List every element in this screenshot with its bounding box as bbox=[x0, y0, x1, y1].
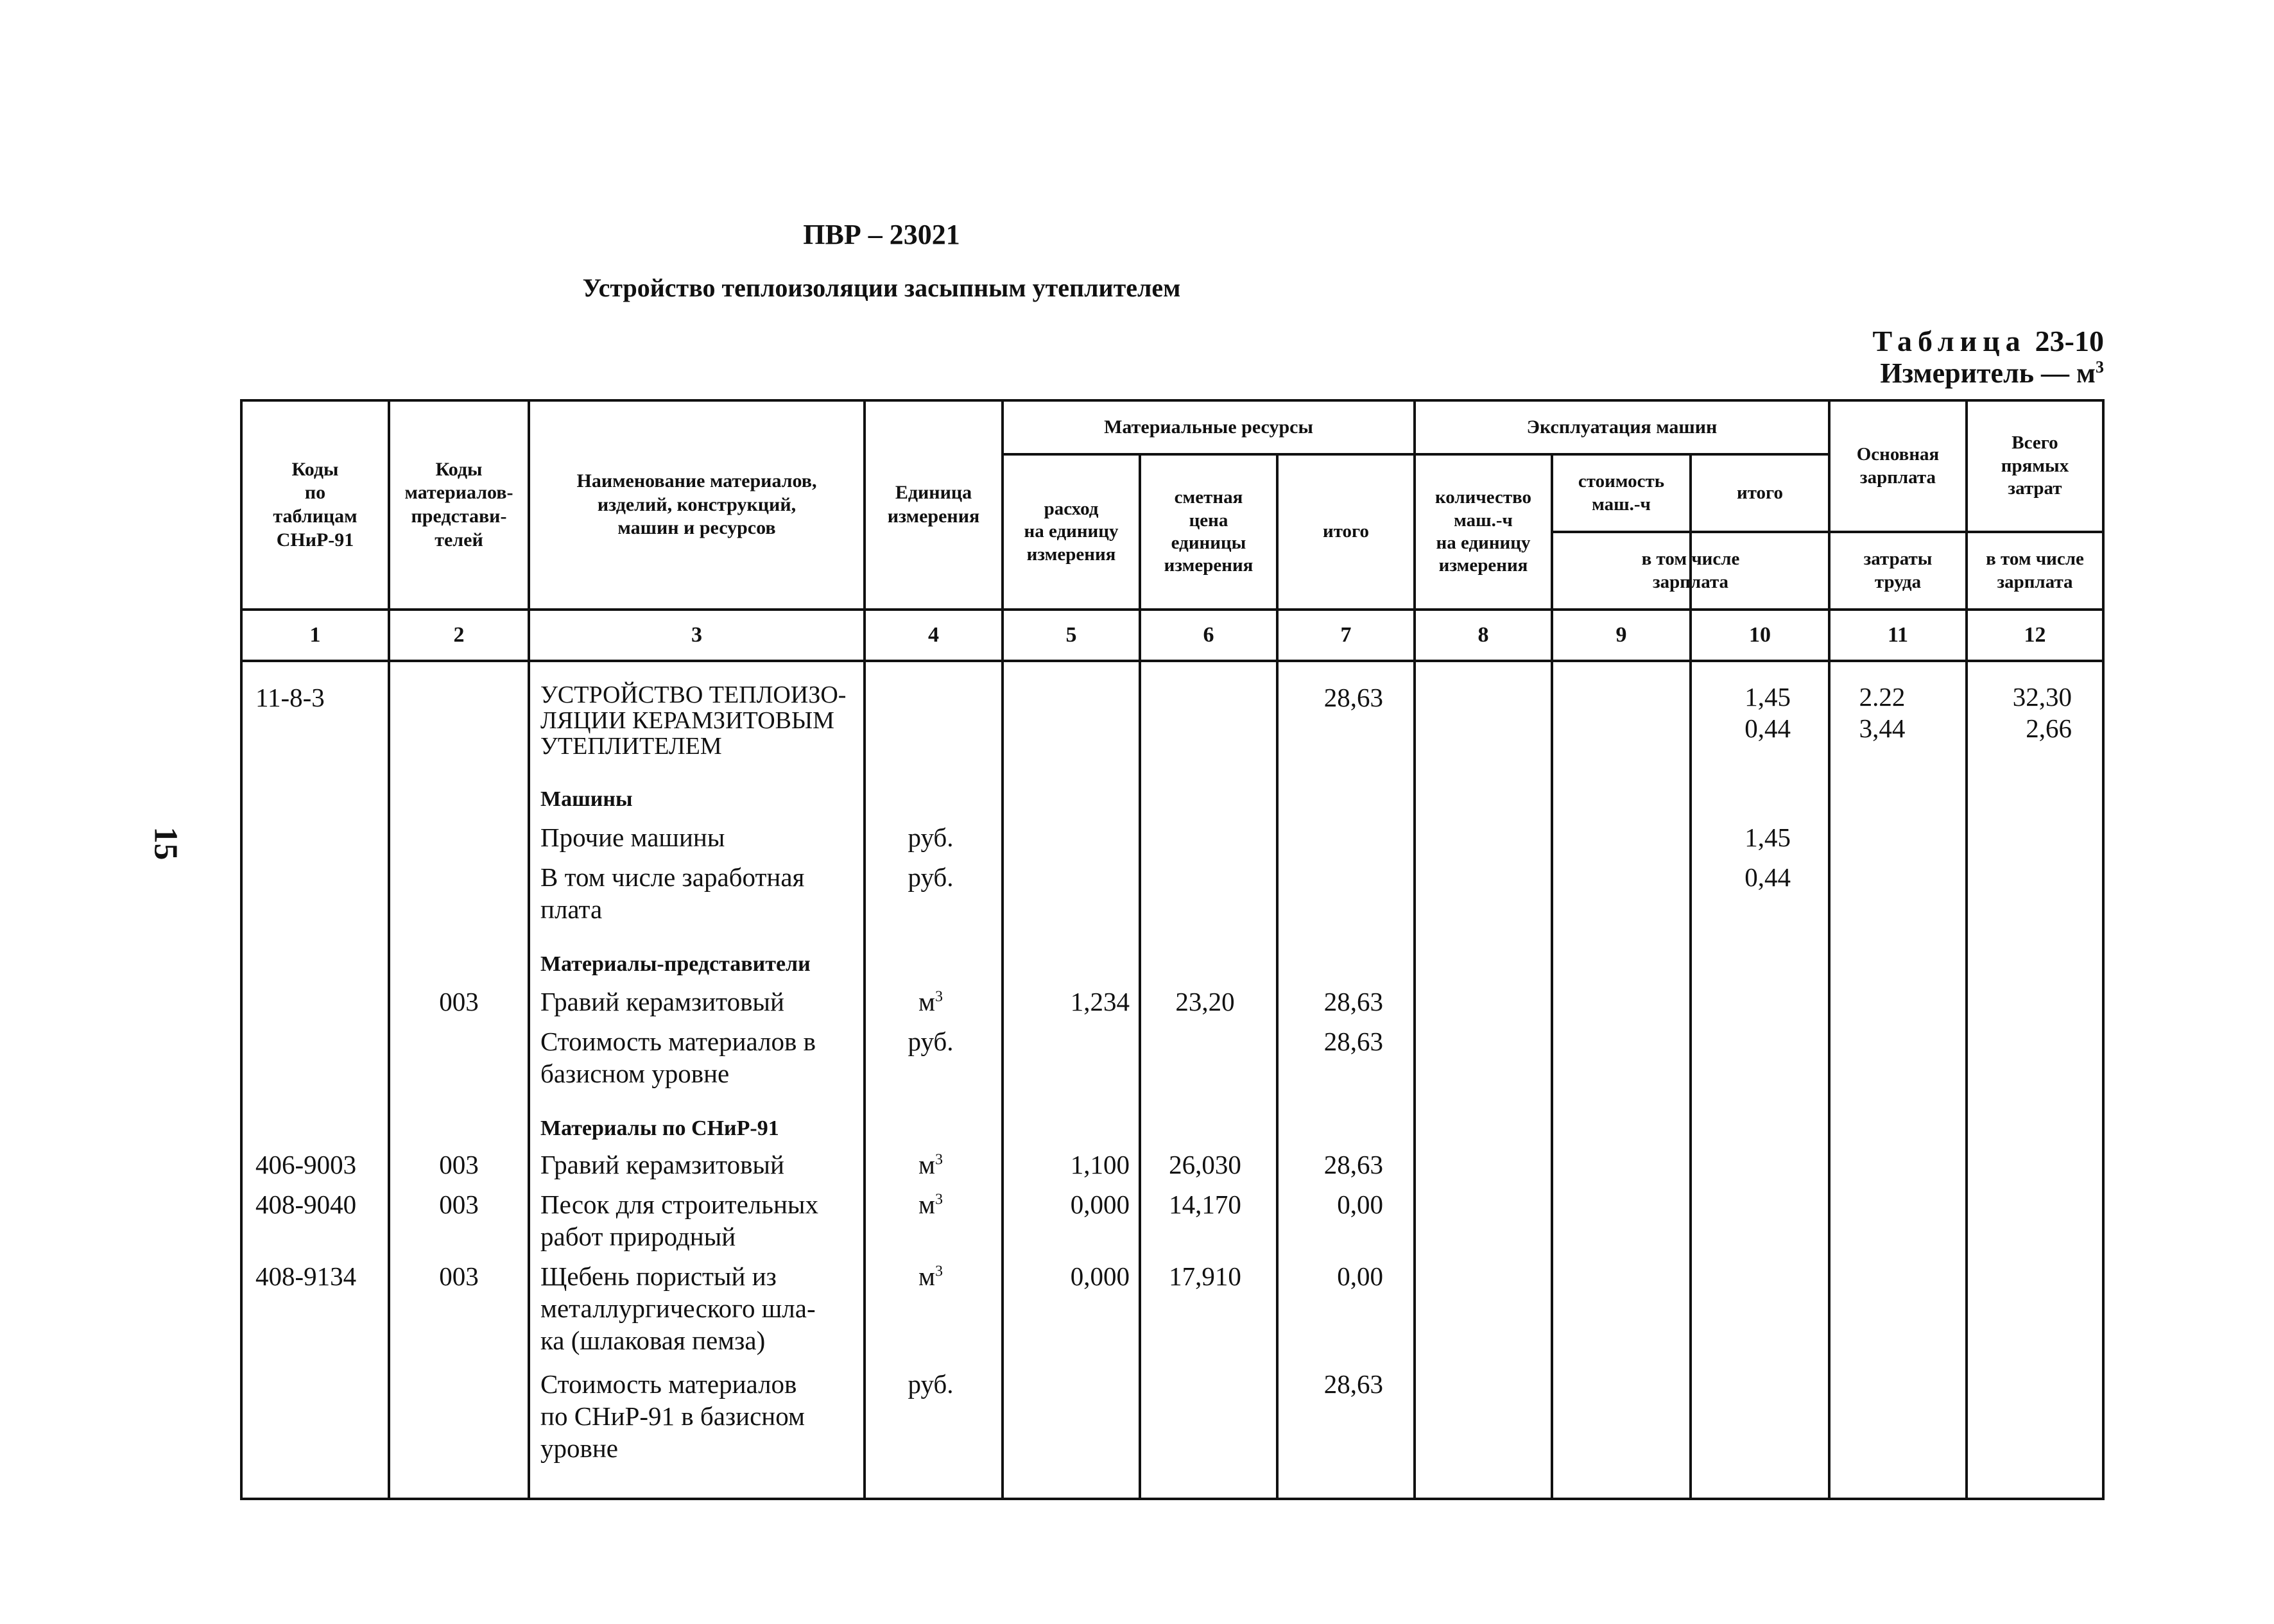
page-number: 15 bbox=[147, 826, 184, 860]
col-number: 9 bbox=[1615, 623, 1627, 647]
row-materials-total: 0,00 bbox=[1337, 1261, 1383, 1291]
col-number: 2 bbox=[453, 623, 465, 647]
row-unit-price: 14,170 bbox=[1169, 1190, 1241, 1219]
row-name: Стоимость материалов в базисном уровне bbox=[540, 1027, 816, 1089]
section-heading: Машины bbox=[540, 787, 633, 811]
row-materials-total: 0,00 bbox=[1337, 1190, 1383, 1219]
col-number: 4 bbox=[928, 623, 939, 647]
col-number: 10 bbox=[1749, 623, 1771, 647]
col-header-unit-price: сметная цена единицы измерения bbox=[1164, 487, 1253, 576]
row-main-salary: 2.22 3,44 bbox=[1859, 682, 1906, 744]
section-heading: Материалы-представители bbox=[540, 952, 811, 976]
col-number: 12 bbox=[2024, 623, 2046, 647]
col-number: 7 bbox=[1340, 623, 1352, 647]
col-header-machines-salary: в том числе зарплата bbox=[1641, 549, 1740, 592]
col-header-total-direct-costs: Всего прямых затрат bbox=[2001, 432, 2069, 499]
row-unit: руб. bbox=[908, 862, 954, 892]
row-unit: руб. bbox=[908, 1369, 954, 1399]
col-divider-9-lower bbox=[1689, 608, 1692, 1500]
row-materials-total: 28,63 bbox=[1323, 1027, 1383, 1056]
row-unit bbox=[870, 1260, 992, 1292]
row-materials-total: 28,63 bbox=[1323, 1369, 1383, 1399]
row-name: Стоимость материалов по СНиР-91 в базисном уровне bbox=[540, 1369, 805, 1464]
row-consumption: 0,000 bbox=[1070, 1261, 1130, 1291]
row-code: 406-9003 bbox=[255, 1150, 357, 1179]
col-header-labor-costs: затраты труда bbox=[1863, 549, 1933, 592]
row-name: УСТРОЙСТВО ТЕПЛОИЗО- ЛЯЦИИ КЕРАМЗИТОВЫМ УТЕПЛИТЕЛЕМ bbox=[540, 681, 847, 760]
row-unit bbox=[870, 986, 992, 1018]
row-consumption: 1,234 bbox=[1070, 987, 1130, 1016]
document-title: Устройство теплоизоляции засыпным утеплителем bbox=[582, 273, 1181, 302]
row-material-code: 003 bbox=[439, 987, 479, 1016]
unit-text: м bbox=[918, 1150, 935, 1179]
row-machines-total: 0,44 bbox=[1744, 862, 1791, 892]
row-code: 408-9134 bbox=[255, 1261, 357, 1291]
row-materials-total: 28,63 bbox=[1323, 683, 1383, 712]
row-name: Щебень пористый из металлургического шла- ка (шлаковая пемза) bbox=[540, 1261, 816, 1356]
col-divider-6 bbox=[1276, 453, 1279, 1500]
col-divider-5 bbox=[1139, 453, 1141, 1500]
row-material-code: 003 bbox=[439, 1150, 479, 1179]
document-code: ПВР – 23021 bbox=[803, 219, 960, 250]
col-header-materials-total: итого bbox=[1322, 521, 1370, 542]
row-unit-price: 26,030 bbox=[1169, 1150, 1241, 1179]
unit-exponent: 3 bbox=[935, 988, 943, 1005]
row-consumption: 1,100 bbox=[1070, 1150, 1130, 1179]
col-header-name: Наименование материалов, изделий, конструкций, машин и ресурсов bbox=[576, 470, 817, 539]
group-header-materials: Материальные ресурсы bbox=[1104, 416, 1313, 438]
row-unit-price: 17,910 bbox=[1169, 1261, 1241, 1291]
col-number: 3 bbox=[691, 623, 702, 647]
unit-exponent: 3 bbox=[935, 1263, 943, 1280]
col-header-total-salary: в том числе зарплата bbox=[1986, 549, 2084, 592]
row-code: 11-8-3 bbox=[255, 683, 325, 712]
unit-text: м bbox=[918, 1261, 935, 1291]
row-name: Песок для строительных работ природный bbox=[540, 1190, 818, 1252]
unit-exponent: 3 bbox=[935, 1151, 943, 1168]
row-name: В том числе заработная плата bbox=[540, 862, 805, 925]
col-divider-8 bbox=[1551, 453, 1553, 1500]
col-header-snir-codes: Коды по таблицам СНиР-91 bbox=[273, 458, 357, 551]
measure-exponent: 3 bbox=[2096, 357, 2104, 377]
measure-unit bbox=[1880, 357, 2104, 389]
row-unit: руб. bbox=[908, 1027, 954, 1056]
col-number: 11 bbox=[1887, 623, 1909, 647]
col-number: 5 bbox=[1065, 623, 1077, 647]
row-code: 408-9040 bbox=[255, 1190, 357, 1219]
unit-text: м bbox=[918, 1190, 935, 1219]
col-number: 1 bbox=[309, 623, 321, 647]
measure-label: Измеритель — м bbox=[1880, 357, 2096, 389]
col-number: 6 bbox=[1203, 623, 1214, 647]
table-label-word: Таблица bbox=[1872, 325, 2026, 357]
col-header-unit: Единица измерения bbox=[887, 482, 980, 527]
row-materials-total: 28,63 bbox=[1323, 1150, 1383, 1179]
row-unit bbox=[870, 1188, 992, 1220]
col-header-material-codes: Коды материалов- представи- телей bbox=[404, 458, 513, 551]
table-right-border bbox=[2102, 399, 2105, 1500]
row-name: Прочие машины bbox=[540, 823, 725, 852]
group-header-machines: Эксплуатация машин bbox=[1526, 416, 1718, 438]
row-materials-total: 28,63 bbox=[1323, 987, 1383, 1016]
row-consumption: 0,000 bbox=[1070, 1190, 1130, 1219]
col-header-machines-total: итого bbox=[1736, 482, 1784, 503]
col-header-main-salary: Основная зарплата bbox=[1856, 444, 1940, 488]
row-unit-price: 23,20 bbox=[1175, 987, 1235, 1016]
unit-text: м bbox=[918, 987, 935, 1016]
row-total-direct: 32,30 2,66 bbox=[2012, 682, 2072, 744]
col-header-machine-hour-cost: стоимость маш.-ч bbox=[1578, 471, 1665, 515]
number-row-bottom-border bbox=[240, 660, 2105, 662]
col-header-machine-hours: количество маш.-ч на единицу измерения bbox=[1434, 487, 1532, 576]
table-bottom-border bbox=[240, 1498, 2105, 1500]
row-name: Гравий керамзитовый bbox=[540, 987, 784, 1016]
unit-exponent: 3 bbox=[935, 1191, 943, 1208]
table-label bbox=[1872, 324, 2104, 358]
row-machines-total: 1,45 0,44 bbox=[1744, 682, 1791, 744]
row-unit: руб. bbox=[908, 823, 954, 852]
col-number: 8 bbox=[1477, 623, 1489, 647]
table-number: 23-10 bbox=[2035, 325, 2104, 357]
col-header-consumption: расход на единицу измерения bbox=[1024, 498, 1119, 565]
row-name: Гравий керамзитовый bbox=[540, 1150, 784, 1179]
row-material-code: 003 bbox=[439, 1190, 479, 1219]
row-unit bbox=[870, 1149, 992, 1181]
row-machines-total: 1,45 bbox=[1744, 823, 1791, 852]
section-heading: Материалы по СНиР-91 bbox=[540, 1116, 779, 1140]
row-material-code: 003 bbox=[439, 1261, 479, 1291]
